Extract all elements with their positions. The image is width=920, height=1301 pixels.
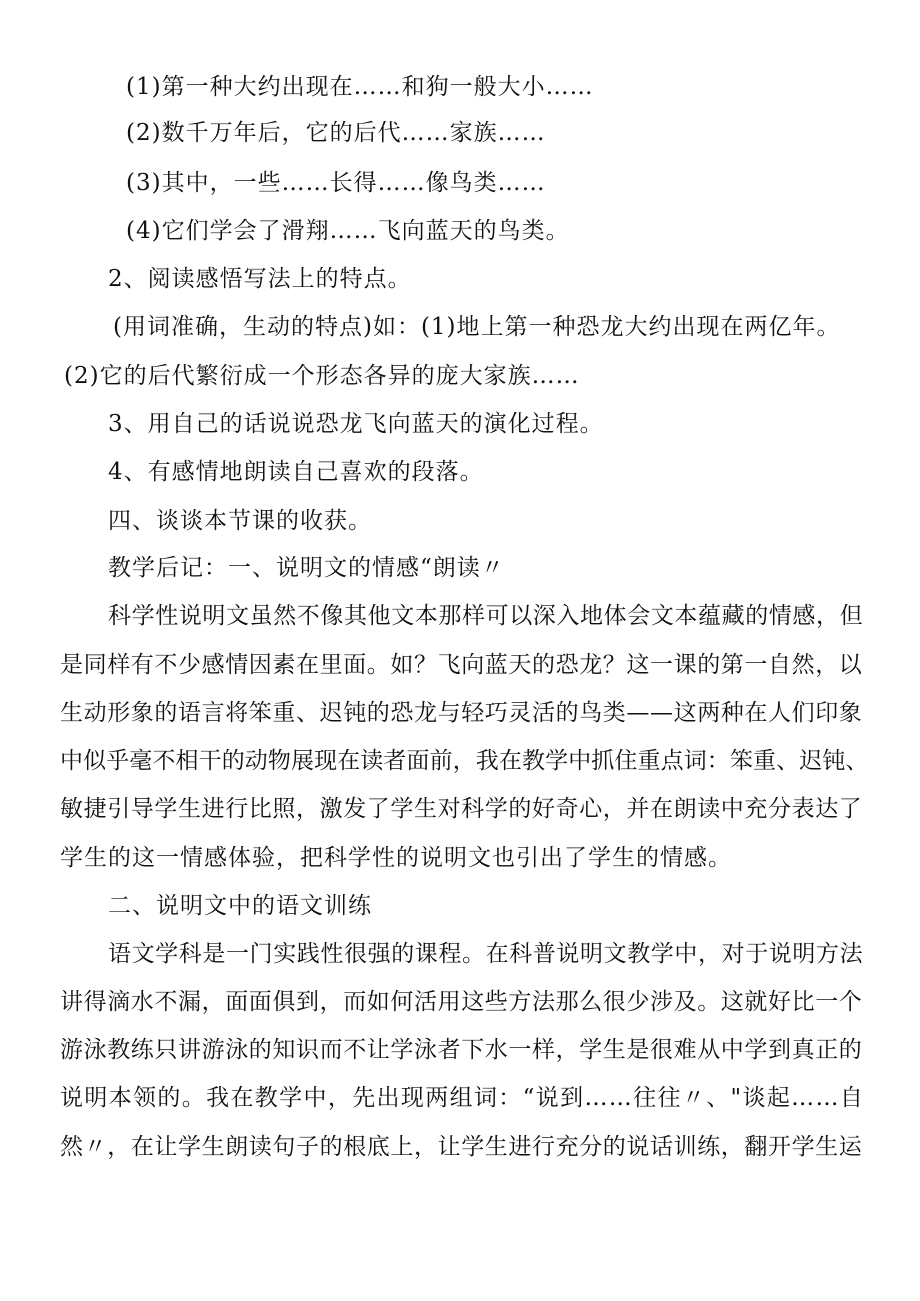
step-3-heading: 3、用自己的话说说恐龙飞向蓝天的演化过程。 [108, 411, 604, 437]
list-item-2: (2)数千万年后，它的后代……家族…… [126, 120, 546, 146]
paragraph-1-line-3: 生动形象的语言将笨重、迟钝的恐龙与轻巧灵活的鸟类——这两种在人们印象 [60, 700, 863, 726]
paragraph-1-line-2: 是同样有不少感情因素在里面。如？飞向蓝天的恐龙？这一课的第一自然，以 [60, 652, 863, 678]
list-item-4: (4)它们学会了滑翔……飞向蓝天的鸟类。 [126, 218, 570, 244]
paragraph-1-line-6: 学生的这一情感体验，把科学性的说明文也引出了学生的情感。 [60, 845, 732, 871]
paragraph-2-line-1: 语文学科是一门实践性很强的课程。在科普说明文教学中，对于说明方法 [108, 941, 864, 967]
step-4-heading: 4、有感情地朗读自己喜欢的段落。 [108, 459, 484, 485]
paragraph-2-line-2: 讲得滴水不漏，面面俱到，而如何活用这些方法那么很少涉及。这就好比一个 [60, 989, 863, 1015]
paragraph-2-line-4: 说明本领的。我在教学中，先出现两组词：“说到……往往〃、"谈起……自 [60, 1085, 865, 1111]
section-2-heading: 二、说明文中的语文训练 [108, 893, 372, 919]
list-item-3: (3)其中，一些……长得……像鸟类…… [126, 170, 546, 196]
paragraph-1-line-4: 中似乎毫不相干的动物展现在读者面前，我在教学中抓住重点词：笨重、迟钝、 [60, 748, 869, 774]
paragraph-1-line-5: 敏捷引导学生进行比照，激发了学生对科学的好奇心，并在朗读中充分表达了 [60, 796, 863, 822]
paragraph-1-line-1: 科学性说明文虽然不像其他文本那样可以深入地体会文本蕴藏的情感，但 [108, 603, 864, 629]
step-2-heading: 2、阅读感悟写法上的特点。 [108, 266, 412, 292]
step-2-detail-line-2: (2)它的后代繁衍成一个形态各异的庞大家族…… [64, 363, 580, 389]
step-2-detail-line-1: (用词准确，生动的特点)如：(1)地上第一种恐龙大约出现在两亿年。 [113, 314, 841, 340]
paragraph-2-line-5: 然〃，在让学生朗读句子的根底上，让学生进行充分的说话训练，翻开学生运 [60, 1134, 863, 1160]
list-item-1: (1)第一种大约出现在……和狗一般大小…… [126, 74, 594, 100]
section-4-heading: 四、谈谈本节课的收获。 [108, 508, 372, 534]
paragraph-2-line-3: 游泳教练只讲游泳的知识而不让学泳者下水一样，学生是很难从中学到真正的 [60, 1037, 863, 1063]
postscript-heading: 教学后记：一、说明文的情感“朗读〃 [108, 555, 505, 581]
